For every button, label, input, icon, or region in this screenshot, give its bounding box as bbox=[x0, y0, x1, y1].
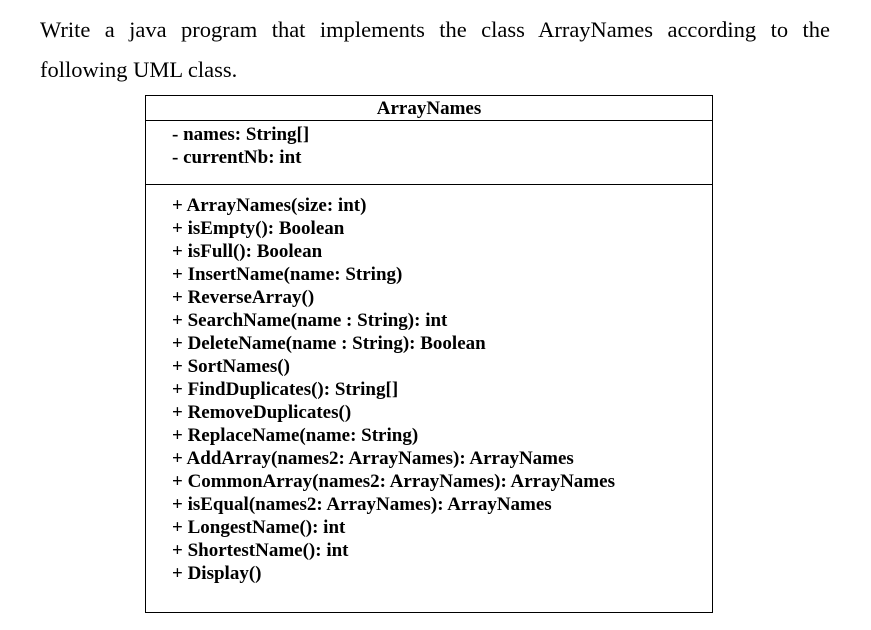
assignment-prompt bbox=[40, 10, 830, 90]
uml-attribute: - currentNb: int bbox=[172, 147, 302, 168]
uml-method: + Display() bbox=[172, 563, 262, 584]
uml-class-diagram bbox=[145, 95, 713, 613]
uml-method: + FindDuplicates(): String[] bbox=[172, 379, 399, 400]
uml-attribute: - names: String[] bbox=[172, 124, 310, 145]
uml-methods-section bbox=[146, 185, 712, 585]
uml-method: + AddArray(names2: ArrayNames): ArrayNames bbox=[172, 448, 574, 469]
uml-method: + isEqual(names2: ArrayNames): ArrayNames bbox=[172, 494, 552, 515]
uml-method: + SortNames() bbox=[172, 356, 290, 377]
uml-method: + SearchName(name : String): int bbox=[172, 310, 448, 331]
uml-method: + ReplaceName(name: String) bbox=[172, 425, 419, 446]
uml-method: + ArrayNames(size: int) bbox=[172, 195, 367, 216]
uml-class-name: ArrayNames bbox=[146, 96, 712, 121]
uml-method: + isFull(): Boolean bbox=[172, 241, 323, 262]
prompt-line-2: following UML class. bbox=[40, 57, 238, 82]
uml-method: + isEmpty(): Boolean bbox=[172, 218, 345, 239]
uml-method: + DeleteName(name : String): Boolean bbox=[172, 333, 486, 354]
uml-method: + InsertName(name: String) bbox=[172, 264, 403, 285]
prompt-line-1: Write a java program that implements the class ArrayNames according to the bbox=[40, 17, 830, 42]
uml-attributes-section bbox=[146, 121, 712, 185]
uml-method: + RemoveDuplicates() bbox=[172, 402, 352, 423]
uml-method: + CommonArray(names2: ArrayNames): ArrayNames bbox=[172, 471, 615, 492]
uml-method: + LongestName(): int bbox=[172, 517, 346, 538]
uml-method: + ShortestName(): int bbox=[172, 540, 349, 561]
uml-method: + ReverseArray() bbox=[172, 287, 315, 308]
